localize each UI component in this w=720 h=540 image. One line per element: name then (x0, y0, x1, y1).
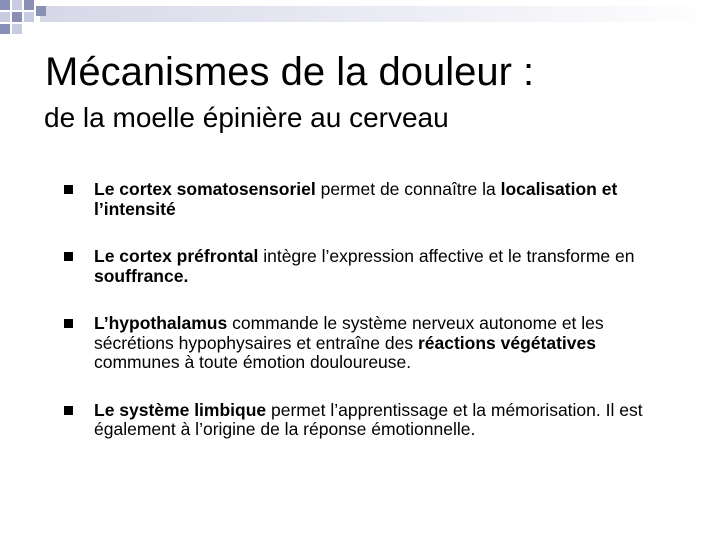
decorative-square-pattern (0, 0, 720, 40)
square-bullet-icon (64, 406, 73, 415)
bullet-plain-text: communes à toute émotion douloureuse. (94, 352, 412, 372)
bullet-bold-text: L’hypothalamus (94, 313, 228, 333)
bullet-bold-text: Le cortex préfrontal (94, 246, 259, 266)
bullet-plain-text: commande le système nerveux autonome et les sécrétions hypophysaires et entraîne des (94, 313, 604, 353)
bullet-bold-text: Le cortex somatosensoriel (94, 179, 316, 199)
bullet-bold-text: Le système limbique (94, 399, 267, 420)
bullet-item (64, 401, 664, 440)
bullet-bold-text: souffrance. (94, 265, 189, 286)
bullet-text (94, 314, 664, 373)
bullet-item (64, 180, 664, 219)
square-bullet-icon (64, 252, 73, 261)
square-bullet-icon (64, 185, 73, 194)
bullet-plain-text: permet de connaître la (315, 179, 501, 199)
bullet-bold-text: réactions végétatives (417, 332, 596, 353)
bullet-item (64, 247, 664, 286)
slide-title: Mécanismes de la douleur : (45, 50, 535, 94)
bullet-plain-text: intègre l’expression affective et le transforme en (258, 246, 635, 266)
bullet-bold-text: localisation et l’intensité (94, 179, 618, 219)
bullet-list (64, 180, 664, 468)
bullet-text (94, 180, 664, 219)
bullet-text (94, 247, 664, 286)
slide-subtitle: de la moelle épinière au cerveau (44, 102, 449, 133)
bullet-plain-text: permet l’apprentissage et la mémorisation. Il est également à l’origine de la réponse émotionnelle. (94, 399, 643, 439)
bullet-text (94, 401, 664, 440)
bullet-item (64, 314, 664, 373)
square-bullet-icon (64, 319, 73, 328)
